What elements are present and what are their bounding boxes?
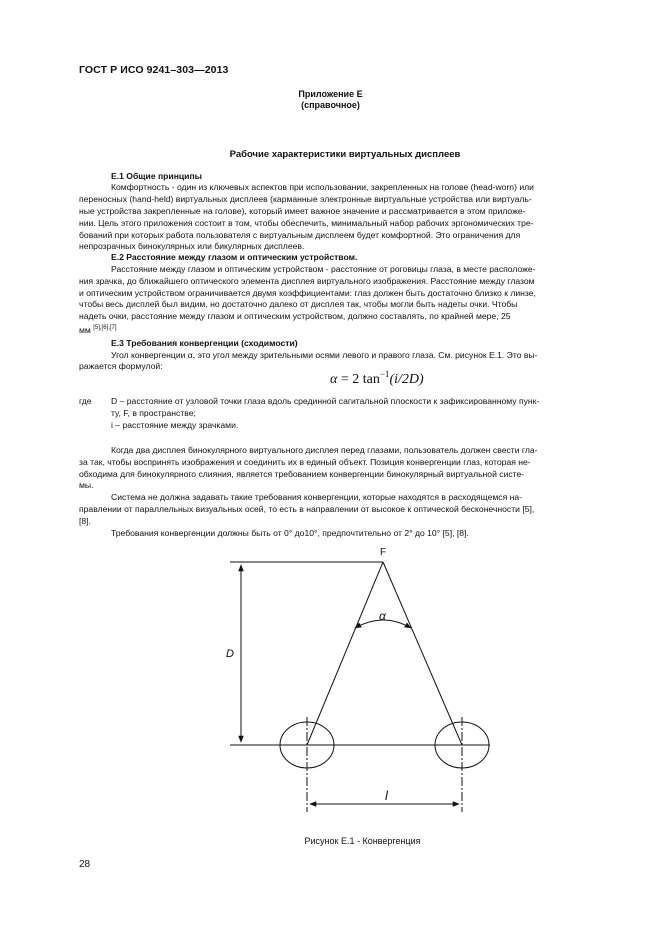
e1-line: непрозрачных бинокулярных или бикулярных дисплеев. — [79, 241, 305, 251]
e3-intro-line: Угол конвергенции α, это угол между зрительными осями левого и правого глаза. См. рисунок Е.1. Это вы- — [111, 350, 538, 360]
section-title: Рабочие характеристики виртуальных дисплеев — [229, 149, 461, 160]
l-label: l — [385, 788, 388, 803]
e3-para1-line: мы. — [79, 480, 94, 490]
e3-heading: Е.3 Требования конвергенции (сходимости) — [111, 338, 298, 348]
e2-heading: Е.2 Расстояние между глазом и оптическим устройством. — [111, 252, 358, 262]
e2-unit: мм — [79, 325, 91, 335]
e1-heading: Е.1 Общие принципы — [111, 171, 202, 181]
e2-line: надеть очки, расстояние между глазом и оптическим устройством, должно составлять, по крайней мере, 25 — [79, 311, 511, 321]
e1-line: ные устройства закрепленные на голове), который имеет важное значение и рассматривается в этом приложе- — [79, 206, 526, 216]
right-visual-axis — [383, 562, 462, 745]
formula-eq: = 2 tan — [340, 372, 380, 387]
page-number: 28 — [79, 859, 91, 870]
e3-para2-line: Система не должна задавать такие требования конвергенции, которые находятся в расходящемся на- — [111, 492, 523, 502]
e2-references: [5],[6],[7] — [93, 325, 117, 331]
e3-para1-line: Когда два дисплея бинокулярного виртуального дисплея перед глазами, пользователь должен свести гла- — [111, 445, 538, 455]
e3-para3: Требования конвергенции должны быть от 0° до10°, предпочтительно от 2° до 10° [5], [8]. — [111, 528, 469, 538]
e2-line: и оптическим устройством ограничивается двумя коэффициентами: глаз должен быть достаточно близко к линзе, — [79, 288, 536, 298]
appendix-title: Приложение Е — [298, 89, 363, 99]
e1-line: бований при которых работа пользователя с виртуальным дисплеем будет комфортной. Это ограничения для — [79, 230, 521, 240]
formula-lhs: α — [330, 372, 338, 387]
e3-para2-line: [8]. — [79, 516, 91, 526]
e3-para1-line: за так, чтобы воспринять изображения и соединить их в единый объект. Позиция конвергенции глаз, которая не- — [79, 457, 531, 467]
left-visual-axis — [307, 562, 383, 745]
document-header: ГОСТ Р ИСО 9241–303—2013 — [79, 64, 229, 76]
e3-para2-line: правлении от параллельных визуальных осей, то есть в направлении от высокое к оптической бесконечности [5], — [79, 504, 535, 514]
e1-line: Комфортность - один из ключевых аспектов при использовании, закрепленных на голове (head-worn) или — [111, 182, 534, 192]
e1-line: переносных (hand-held) виртуальных дисплеев (карманные электронные виртуальные устройства или виртуаль- — [79, 194, 532, 204]
formula-argument: (i/2D) — [389, 372, 424, 387]
e2-line: Расстояние между глазом и оптическим устройством - расстояние от роговицы глаза, в месте расположе- — [111, 264, 536, 274]
e2-line: чтобы весь дисплей был видим, но достаточно далеко от дисплея так, чтобы могли быть надеты очки. Чтобы — [79, 299, 518, 309]
formula-exponent: −1 — [379, 369, 390, 379]
e3-para1-line: обходима для бинокулярного слияния, является требованием конвергенции бинокулярный виртуальной систе- — [79, 469, 525, 479]
e3-intro-line: ражается формулой: — [79, 361, 163, 371]
where-line: D – расстояние от узловой точки глаза вдоль срединной сагитальной плоскости к зафиксированному пунк- — [111, 396, 540, 406]
d-label: D — [226, 648, 234, 660]
appendix-subtitle: (справочное) — [301, 100, 360, 110]
figure-caption: Рисунок Е.1 - Конвергенция — [304, 836, 421, 846]
alpha-label: α — [379, 609, 386, 623]
e1-line: нии. Цель этого приложения состоит в том, чтобы обеспечить, минимальный набор рабочих эргономических тре- — [79, 218, 534, 228]
where-line: i – расстояние между зрачками. — [111, 420, 239, 430]
e2-line: ния зрачка, до ближайшего оптического элемента дисплея виртуального изображения. Расстояние между глазом — [79, 276, 535, 286]
point-f-label: F — [380, 547, 387, 558]
where-label: где — [79, 396, 92, 406]
where-line: ту, F, в пространстве; — [111, 408, 196, 418]
